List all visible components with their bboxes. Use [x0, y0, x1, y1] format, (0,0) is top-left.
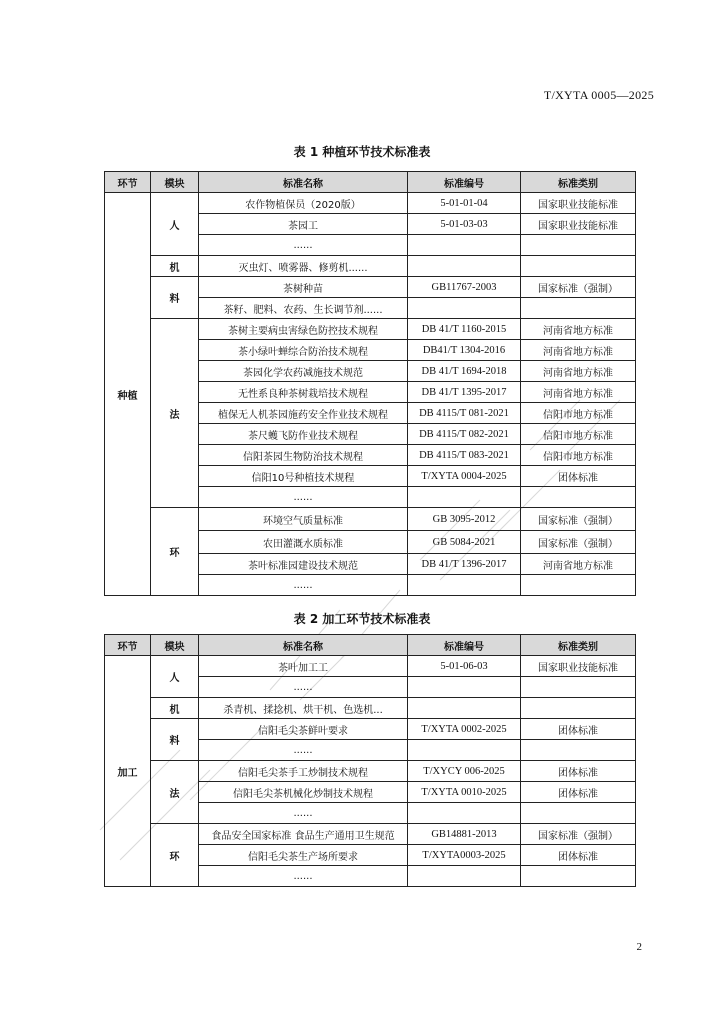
standard-category-cell: 河南省地方标准: [521, 319, 636, 340]
standard-code-cell: T/XYTA 0004-2025: [408, 466, 521, 487]
standard-name-cell: 环境空气质量标准: [199, 508, 408, 531]
col-standard-code: 标准编号: [408, 635, 521, 656]
col-module: 模块: [151, 635, 199, 656]
standard-category-cell: 国家标准（强制）: [521, 531, 636, 554]
standard-category-cell: [521, 298, 636, 319]
standard-name-cell: 茶叶标准园建设技术规范: [199, 554, 408, 575]
standard-category-cell: [521, 677, 636, 698]
standard-category-cell: 国家标准（强制）: [521, 277, 636, 298]
module-cell: 料: [151, 277, 199, 319]
standard-code-cell: DB 4115/T 081-2021: [408, 403, 521, 424]
module-cell: 法: [151, 319, 199, 508]
standard-name-cell: 灭虫灯、喷雾器、修剪机......: [199, 256, 408, 277]
module-cell: 机: [151, 698, 199, 719]
standard-name-cell: 信阳毛尖茶机械化炒制技术规程: [199, 782, 408, 803]
standard-category-cell: 团体标准: [521, 466, 636, 487]
module-cell: 人: [151, 193, 199, 256]
table-row: [105, 719, 636, 740]
standard-category-cell: 国家标准（强制）: [521, 824, 636, 845]
standard-code-cell: [408, 803, 521, 824]
col-standard-category: 标准类别: [521, 635, 636, 656]
standard-code-cell: GB 5084-2021: [408, 531, 521, 554]
standard-name-cell: 农作物植保员（2020版）: [199, 193, 408, 214]
standard-name-cell: ......: [199, 740, 408, 761]
table-row: [105, 761, 636, 782]
page-number: 2: [636, 941, 642, 953]
processing-standards-table: [104, 634, 636, 887]
standard-code-cell: [408, 575, 521, 596]
standard-code-cell: [408, 256, 521, 277]
standard-category-cell: [521, 256, 636, 277]
standard-code-cell: T/XYTA 0002-2025: [408, 719, 521, 740]
standard-name-cell: 信阳毛尖茶手工炒制技术规程: [199, 761, 408, 782]
standard-name-cell: ......: [199, 487, 408, 508]
col-stage: 环节: [105, 172, 151, 193]
standard-name-cell: 农田灌溉水质标准: [199, 531, 408, 554]
col-standard-code: 标准编号: [408, 172, 521, 193]
module-cell: 料: [151, 719, 199, 761]
table-row: [105, 656, 636, 677]
standard-category-cell: 国家标准（强制）: [521, 508, 636, 531]
table-row: [105, 698, 636, 719]
standard-name-cell: 植保无人机茶园施药安全作业技术规程: [199, 403, 408, 424]
standard-code-cell: T/XYTA 0010-2025: [408, 782, 521, 803]
standard-category-cell: 团体标准: [521, 845, 636, 866]
standard-category-cell: 河南省地方标准: [521, 382, 636, 403]
standard-code-cell: [408, 235, 521, 256]
standard-name-cell: 信阳毛尖茶生产场所要求: [199, 845, 408, 866]
module-cell: 人: [151, 656, 199, 698]
standard-name-cell: 茶小绿叶蝉综合防治技术规程: [199, 340, 408, 361]
stage-cell: 种植: [105, 193, 151, 596]
table1-caption: 表 1 种植环节技术标准表: [293, 145, 431, 159]
standard-code-cell: 5-01-06-03: [408, 656, 521, 677]
standard-category-cell: 河南省地方标准: [521, 340, 636, 361]
standard-name-cell: ......: [199, 235, 408, 256]
standard-category-cell: 团体标准: [521, 761, 636, 782]
standard-category-cell: [521, 866, 636, 887]
standard-name-cell: 茶籽、肥料、农药、生长调节剂......: [199, 298, 408, 319]
standard-category-cell: 信阳市地方标准: [521, 445, 636, 466]
standard-category-cell: [521, 698, 636, 719]
standard-code-cell: DB 41/T 1395-2017: [408, 382, 521, 403]
standard-code-cell: T/XYCY 006-2025: [408, 761, 521, 782]
standard-name-cell: 无性系良种茶树栽培技术规程: [199, 382, 408, 403]
standard-code-cell: [408, 487, 521, 508]
standard-code-cell: [408, 740, 521, 761]
standard-category-cell: 团体标准: [521, 719, 636, 740]
standard-name-cell: 信阳10号种植技术规程: [199, 466, 408, 487]
standard-name-cell: 茶园工: [199, 214, 408, 235]
module-cell: 法: [151, 761, 199, 824]
standard-name-cell: 食品安全国家标准 食品生产通用卫生规范: [199, 824, 408, 845]
table-row: [105, 256, 636, 277]
standard-name-cell: 茶树种苗: [199, 277, 408, 298]
standard-name-cell: ......: [199, 575, 408, 596]
table-header-row: [105, 635, 636, 656]
standard-category-cell: 信阳市地方标准: [521, 403, 636, 424]
table2-body: [105, 656, 636, 887]
standard-code-cell: [408, 677, 521, 698]
standard-category-cell: 团体标准: [521, 782, 636, 803]
table1-body: [105, 193, 636, 596]
col-standard-name: 标准名称: [199, 635, 408, 656]
module-cell: 机: [151, 256, 199, 277]
standard-code-cell: GB11767-2003: [408, 277, 521, 298]
standard-code-cell: [408, 298, 521, 319]
standard-code-cell: [408, 866, 521, 887]
standard-category-cell: 河南省地方标准: [521, 554, 636, 575]
standard-name-cell: 杀青机、揉捻机、烘干机、色选机...: [199, 698, 408, 719]
standard-category-cell: 国家职业技能标准: [521, 193, 636, 214]
stage-cell: 加工: [105, 656, 151, 887]
col-standard-name: 标准名称: [199, 172, 408, 193]
standard-name-cell: ......: [199, 677, 408, 698]
standard-name-cell: 茶园化学农药减施技术规范: [199, 361, 408, 382]
standard-code-cell: T/XYTA0003-2025: [408, 845, 521, 866]
table-row: [105, 319, 636, 340]
standard-code-cell: DB 4115/T 082-2021: [408, 424, 521, 445]
standard-category-cell: [521, 487, 636, 508]
standard-code-cell: 5-01-03-03: [408, 214, 521, 235]
standard-category-cell: [521, 575, 636, 596]
module-cell: 环: [151, 508, 199, 596]
standard-category-cell: 河南省地方标准: [521, 361, 636, 382]
col-stage: 环节: [105, 635, 151, 656]
col-standard-category: 标准类别: [521, 172, 636, 193]
col-module: 模块: [151, 172, 199, 193]
standard-code-cell: GB 3095-2012: [408, 508, 521, 531]
table-row: [105, 193, 636, 214]
standard-code-cell: DB 4115/T 083-2021: [408, 445, 521, 466]
standard-name-cell: 茶叶加工工: [199, 656, 408, 677]
standard-category-cell: [521, 803, 636, 824]
standard-code-cell: [408, 698, 521, 719]
standard-code-cell: GB14881-2013: [408, 824, 521, 845]
standard-category-cell: 信阳市地方标准: [521, 424, 636, 445]
standard-code-cell: DB 41/T 1694-2018: [408, 361, 521, 382]
planting-standards-table: [104, 171, 636, 596]
table-row: [105, 277, 636, 298]
table-row: [105, 508, 636, 531]
standard-category-cell: 国家职业技能标准: [521, 214, 636, 235]
document-code: T/XYTA 0005—2025: [543, 88, 654, 102]
standard-code-cell: DB41/T 1304-2016: [408, 340, 521, 361]
standard-code-cell: 5-01-01-04: [408, 193, 521, 214]
standard-name-cell: 茶尺蠖飞防作业技术规程: [199, 424, 408, 445]
standard-category-cell: 国家职业技能标准: [521, 656, 636, 677]
table-row: [105, 824, 636, 845]
standard-name-cell: 信阳茶园生物防治技术规程: [199, 445, 408, 466]
standard-name-cell: ......: [199, 866, 408, 887]
module-cell: 环: [151, 824, 199, 887]
standard-name-cell: 信阳毛尖茶鲜叶要求: [199, 719, 408, 740]
standard-category-cell: [521, 235, 636, 256]
standard-code-cell: DB 41/T 1396-2017: [408, 554, 521, 575]
table2-caption: 表 2 加工环节技术标准表: [293, 612, 431, 626]
table-header-row: [105, 172, 636, 193]
standard-code-cell: DB 41/T 1160-2015: [408, 319, 521, 340]
standard-name-cell: 茶树主要病虫害绿色防控技术规程: [199, 319, 408, 340]
standard-category-cell: [521, 740, 636, 761]
standard-name-cell: ......: [199, 803, 408, 824]
